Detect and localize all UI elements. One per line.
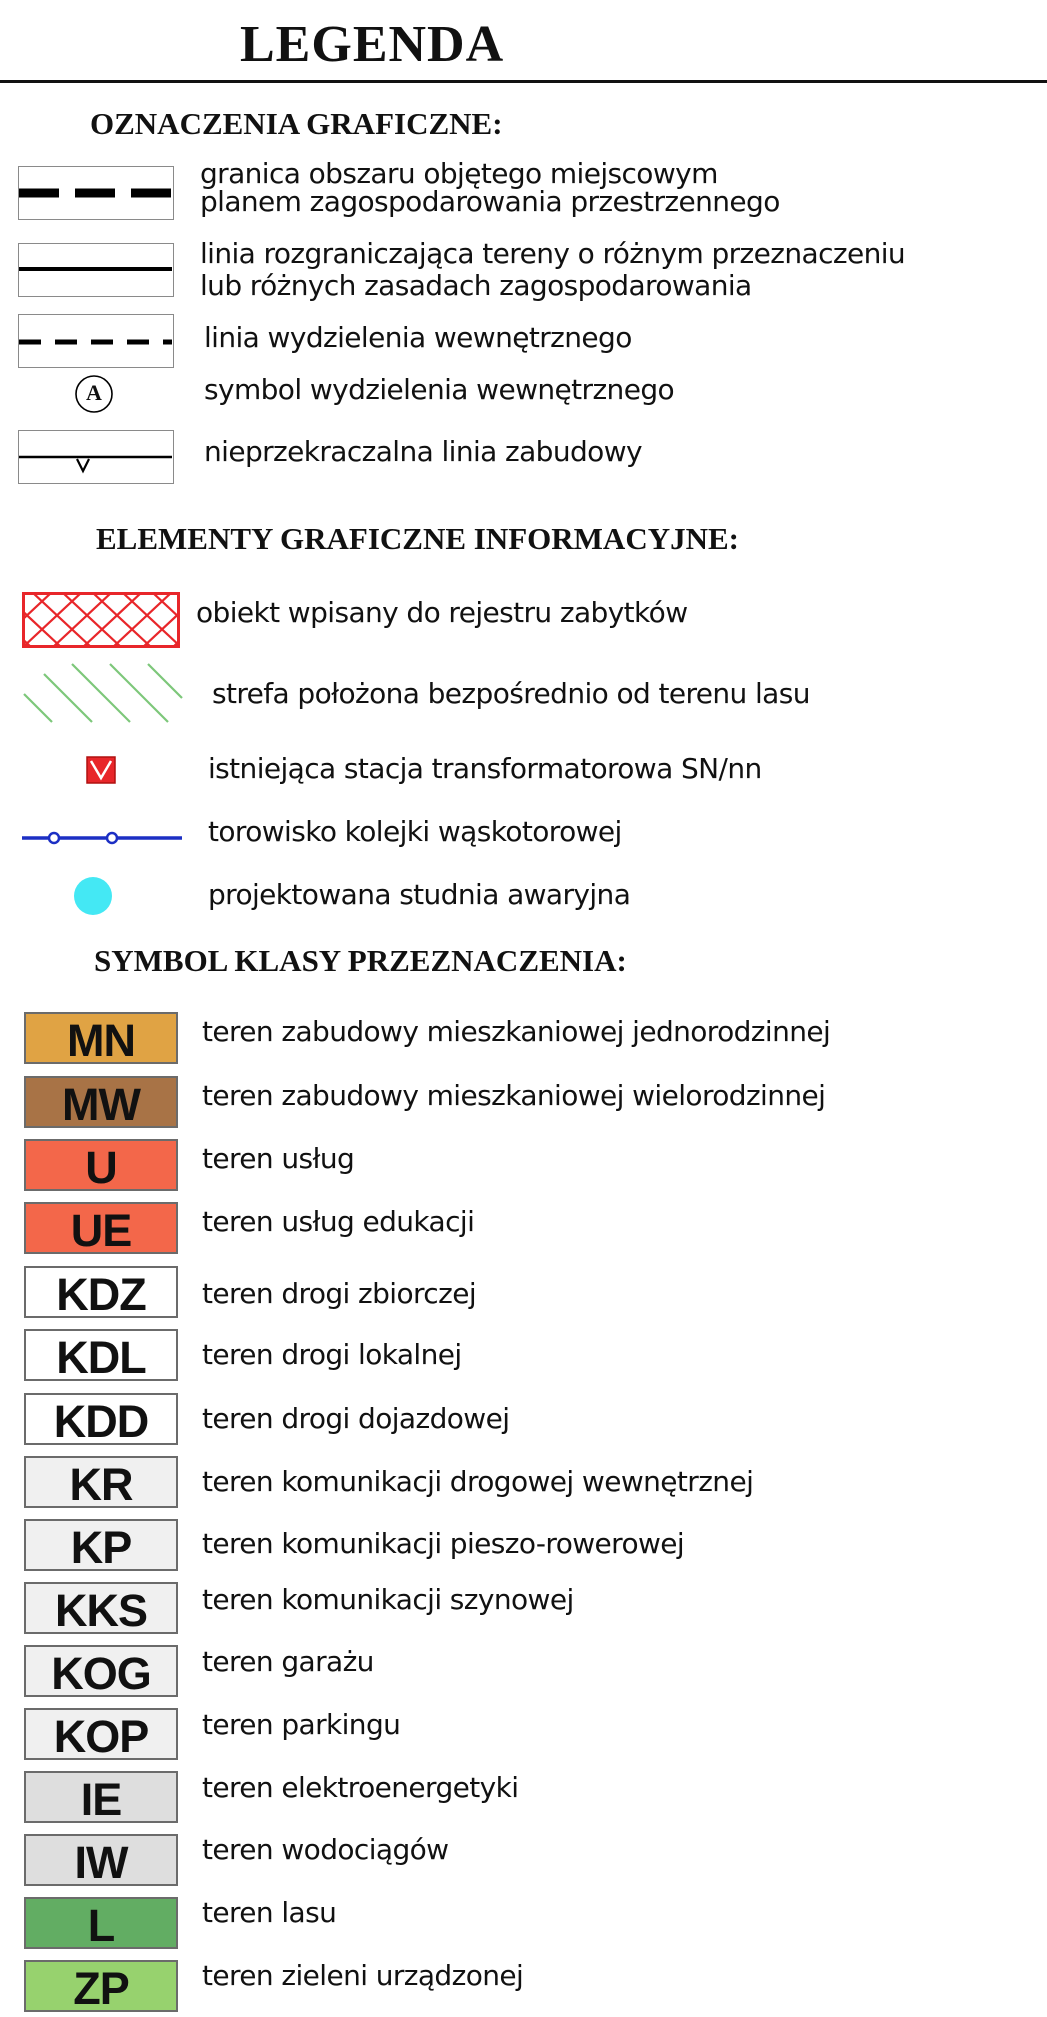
class-label-KOG: teren garażu — [202, 1645, 374, 1678]
transformer-station-icon — [86, 756, 116, 784]
legend-label-line: granica obszaru objętego miejscowym — [200, 157, 718, 190]
legend-label-building-line: nieprzekraczalna linia zabudowy — [204, 435, 642, 468]
class-code-KKS: KKS — [24, 1582, 178, 1634]
class-code-KR: KR — [24, 1456, 178, 1508]
emergency-well-icon — [73, 876, 113, 916]
title-divider — [0, 80, 1047, 83]
legend-label-transformer: istniejąca stacja transformatorowa SN/nn — [208, 752, 762, 785]
legend-label-internal-line: linia wydzielenia wewnętrznego — [204, 321, 632, 354]
class-code-KDD: KDD — [24, 1393, 178, 1445]
section-heading-class-symbols: SYMBOL KLASY PRZEZNACZENIA: — [94, 943, 627, 978]
page-title: LEGENDA — [240, 16, 505, 73]
section-heading-graphic-markings: OZNACZENIA GRAFICZNE: — [90, 106, 503, 141]
class-label-KKS: teren komunikacji szynowej — [202, 1583, 574, 1616]
class-label-KDD: teren drogi dojazdowej — [202, 1402, 510, 1435]
legend-label-line: planem zagospodarowania przestrzennego — [200, 185, 780, 218]
legend-label-internal-symbol: symbol wydzielenia wewnętrznego — [204, 373, 675, 406]
class-code-MW: MW — [24, 1076, 178, 1128]
class-label-MN: teren zabudowy mieszkaniowej jednorodzinnej — [202, 1015, 831, 1048]
class-code-KOP: KOP — [24, 1708, 178, 1760]
class-code-ZP: ZP — [24, 1960, 178, 2012]
narrow-gauge-track-icon — [22, 826, 184, 850]
class-label-L: teren lasu — [202, 1896, 337, 1929]
class-code-KDL: KDL — [24, 1329, 178, 1381]
legend-label-forest-zone: strefa położona bezpośrednio od terenu lasu — [212, 677, 810, 710]
class-code-L: L — [24, 1897, 178, 1949]
class-code-KP: KP — [24, 1519, 178, 1571]
solid-line-icon — [18, 243, 174, 297]
class-label-UE: teren usług edukacji — [202, 1205, 475, 1238]
class-code-IE: IE — [24, 1771, 178, 1823]
legend-label-heritage: obiekt wpisany do rejestru zabytków — [196, 596, 688, 629]
circle-letter-icon — [74, 374, 114, 414]
class-label-KP: teren komunikacji pieszo-rowerowej — [202, 1527, 685, 1560]
class-code-KDZ: KDZ — [24, 1266, 178, 1318]
legend-label-line: lub różnych zasadach zagospodarowania — [200, 269, 752, 302]
circle-letter: A — [86, 380, 102, 405]
class-label-KR: teren komunikacji drogowej wewnętrznej — [202, 1465, 754, 1498]
legend-label-well: projektowana studnia awaryjna — [208, 878, 631, 911]
legend-label-narrow-gauge: torowisko kolejki wąskotorowej — [208, 815, 622, 848]
class-label-KDZ: teren drogi zbiorczej — [202, 1277, 477, 1310]
class-label-KDL: teren drogi lokalnej — [202, 1338, 462, 1371]
class-label-ZP: teren zieleni urządzonej — [202, 1959, 524, 1992]
class-code-MN: MN — [24, 1012, 178, 1064]
class-label-IW: teren wodociągów — [202, 1833, 449, 1866]
class-label-MW: teren zabudowy mieszkaniowej wielorodzinnej — [202, 1079, 826, 1112]
class-label-U: teren usług — [202, 1142, 355, 1175]
section-heading-informative-elements: ELEMENTY GRAFICZNE INFORMACYJNE: — [96, 521, 739, 556]
class-code-UE: UE — [24, 1202, 178, 1254]
building-line-icon — [18, 430, 174, 484]
dashed-line-icon — [18, 314, 174, 368]
red-crosshatch-icon — [22, 592, 180, 648]
class-label-KOP: teren parkingu — [202, 1708, 401, 1741]
legend-label-dividing-line — [200, 238, 905, 302]
class-code-U: U — [24, 1139, 178, 1191]
legend-label-line: linia rozgraniczająca tereny o różnym przeznaczeniu — [200, 237, 906, 270]
green-diagonal-hatch-icon — [22, 662, 184, 724]
legend-label-boundary — [200, 158, 780, 218]
thick-dashed-line-icon — [18, 166, 174, 220]
class-code-KOG: KOG — [24, 1645, 178, 1697]
class-label-IE: teren elektroenergetyki — [202, 1771, 519, 1804]
class-code-IW: IW — [24, 1834, 178, 1886]
